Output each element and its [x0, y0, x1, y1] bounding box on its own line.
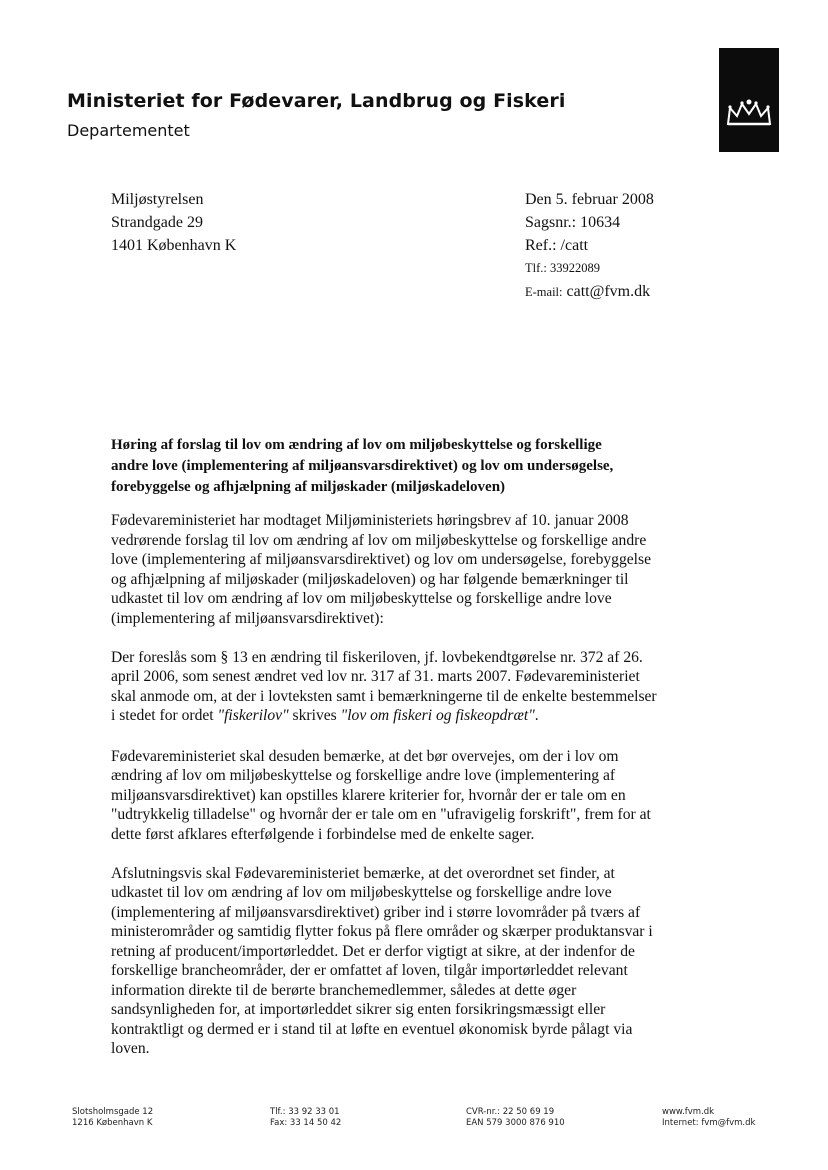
text-line: kontraktligt og dermed er i stand til at løfte en eventuel økonomisk byrde pålagt via — [111, 1020, 633, 1038]
footer-website[interactable]: www.fvm.dk — [662, 1107, 715, 1117]
text-line: ministerområder og samtidig flytter fokus på flere områder og skærper produktansvar i — [111, 923, 653, 940]
text-line: udkastet til lov om ændring af lov om miljøbeskyttelse og forskellige andre love — [111, 884, 612, 901]
footer-phone: Tlf.: 33 92 33 01 — [270, 1107, 340, 1117]
footer-address — [72, 1107, 153, 1129]
text-line: vedrørende forslag til lov om ændring af lov om miljøbeskyttelse og forskellige andre — [111, 531, 647, 549]
footer-contact — [270, 1107, 341, 1129]
subject-line: Høring af forslag til lov om ændring af lov om miljøbeskyttelse og forskellige — [111, 437, 602, 453]
recipient-address — [111, 188, 236, 257]
subject-line: andre love (implementering af miljøansvarsdirektivet) og lov om undersøgelse, — [111, 458, 614, 474]
text-line: "udtrykkelig tilladelse" og hvornår der er tale om en "ufravigelig forskrift", frem for at — [111, 806, 651, 823]
text-line: dette først afklares efterfølgende i forbindelse med de enkelte sager. — [111, 825, 535, 843]
italic-quote: "fiskerilov" — [217, 707, 289, 724]
ministry-logo — [719, 48, 779, 152]
email-label: E-mail: — [525, 285, 563, 299]
footer-street: Slotsholmsgade 12 — [72, 1107, 154, 1117]
text-line: april 2006, som senest ændret ved lov nr. 317 af 31. marts 2007. Fødevareministeriet — [111, 668, 640, 685]
letter-date: Den 5. februar 2008 — [525, 191, 654, 208]
recipient-name: Miljøstyrelsen — [111, 191, 204, 208]
text-span: skrives — [288, 707, 341, 724]
text-line: udkastet til lov om ændring af lov om miljøbeskyttelse og forskellige andre love — [111, 590, 612, 607]
text-line: miljøansvarsdirektivet) kan opstilles klarere kriterier for, hvornår der er tale om en — [111, 786, 626, 804]
department-name: Departementet — [67, 121, 190, 140]
text-line: sandsynligheden for, at importørleddet sikrer sig enten forsikringsmæssigt eller — [111, 1001, 606, 1018]
text-line — [111, 706, 711, 726]
recipient-city: 1401 København K — [111, 237, 237, 254]
letter-body — [111, 511, 711, 1078]
text-line: forskellige brancheområder, der er omfattet af loven, tilgår importørleddet relevant — [111, 962, 628, 979]
text-line: Fødevareministeriet skal desuden bemærke, at det bør overvejes, om der i lov om — [111, 747, 619, 765]
text-line: information direkte til de berørte branchemedlemmer, således at dette øger — [111, 981, 577, 999]
ministry-name: Ministeriet for Fødevarer, Landbrug og Fiskeri — [67, 90, 566, 112]
letter-meta — [525, 188, 654, 304]
text-line: (implementering af miljøansvarsdirektivet) griber ind i større lovområder på tværs af — [111, 903, 641, 921]
text-line: skal anmode om, at der i lovteksten samt i bemærkningerne til de enkelte bestemmelser — [111, 687, 657, 705]
text-line: ændring af lov om miljøbeskyttelse og forskellige andre love (implementering af — [111, 767, 616, 784]
paragraph-3 — [111, 747, 711, 845]
crown-icon — [724, 98, 774, 128]
subject-heading — [111, 435, 671, 498]
email-line — [525, 280, 654, 304]
text-line: love (implementering af miljøansvarsdirektivet) og lov om undersøgelse, forebyggelse — [111, 551, 652, 568]
text-line: Fødevareministeriet har modtaget Miljøministeriets høringsbrev af 10. januar 2008 — [111, 512, 629, 529]
italic-quote: "lov om fiskeri og fiskeopdræt" — [340, 707, 535, 724]
text-line: loven. — [111, 1040, 150, 1057]
text-line: Der foreslås som § 13 en ændring til fiskeriloven, jf. lovbekendtgørelse nr. 372 af 26. — [111, 648, 643, 666]
footer-internet[interactable]: Internet: fvm@fvm.dk — [662, 1118, 756, 1128]
footer-fax: Fax: 33 14 50 42 — [270, 1118, 342, 1128]
paragraph-4 — [111, 864, 711, 1059]
footer-city: 1216 København K — [72, 1118, 153, 1128]
text-span: . — [534, 707, 539, 724]
paragraph-1 — [111, 511, 711, 628]
phone: Tlf.: 33922089 — [525, 261, 600, 275]
text-line: Afslutningsvis skal Fødevareministeriet bemærke, at det overordnet set finder, at — [111, 864, 615, 882]
paragraph-2 — [111, 648, 711, 726]
footer-ean: EAN 579 3000 876 910 — [466, 1118, 565, 1128]
text-line: retning af producent/importørleddet. Det er derfor vigtigt at sikre, at der indenfor de — [111, 942, 635, 960]
email-address[interactable]: catt@fvm.dk — [566, 283, 651, 300]
text-line: (implementering af miljøansvarsdirektivet): — [111, 609, 384, 627]
subject-line: forebyggelse og afhjælpning af miljøskader (miljøskadeloven) — [111, 479, 506, 495]
reference: Ref.: /catt — [525, 237, 589, 254]
footer-web — [662, 1107, 755, 1129]
text-span: i stedet for ordet — [111, 707, 218, 724]
footer-cvr: CVR-nr.: 22 50 69 19 — [466, 1107, 555, 1117]
recipient-street: Strandgade 29 — [111, 214, 203, 231]
footer-registration — [466, 1107, 565, 1129]
case-number: Sagsnr.: 10634 — [525, 214, 621, 231]
text-line: og afhjælpning af miljøskader (miljøskadeloven) og har følgende bemærkninger til — [111, 570, 629, 588]
